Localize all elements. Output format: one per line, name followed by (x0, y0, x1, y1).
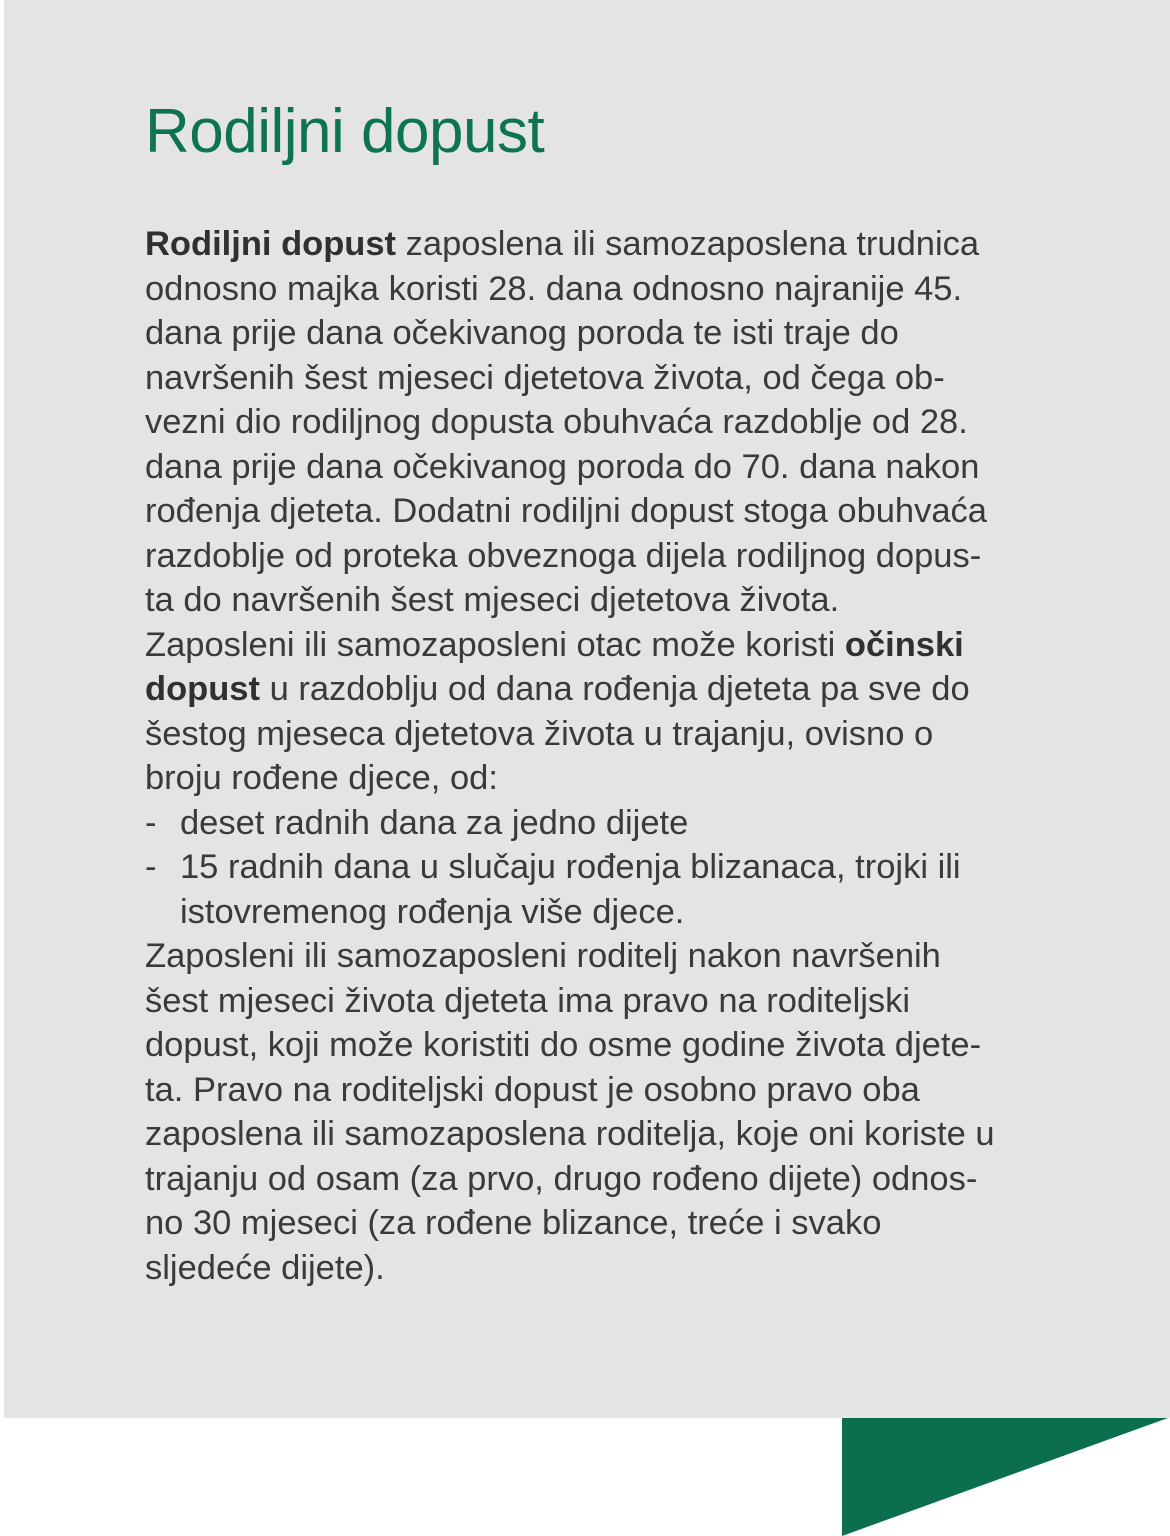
line-text: ta do navršenih šest mjeseci djetetova života. (145, 581, 840, 619)
list-dash: - (145, 848, 157, 886)
line-text: u razdoblju od dana rođenja djeteta pa sve do (259, 670, 970, 708)
line-text: Zaposleni ili samozaposleni roditelj nakon navršenih (145, 937, 941, 975)
line-text: zaposlena ili samozaposlena trudnica (396, 225, 980, 263)
list-dash: - (145, 803, 157, 842)
line-text: no 30 mjeseci (za rođene blizance, treće i svako (145, 1204, 882, 1242)
bold-term: očinski (844, 625, 964, 664)
line-text: broju rođene djece, od: (145, 759, 498, 797)
line-text: istovremenog rođenja više djece. (180, 892, 685, 931)
line-text: šest mjeseci života djeteta ima pravo na roditeljski (145, 981, 911, 1020)
line-text: odnosno majka koristi 28. dana odnosno najranije 45. (145, 269, 963, 308)
bold-term: dopust (145, 670, 260, 708)
line-text: Zaposleni ili samozaposleni otac može koristi (145, 625, 845, 664)
bold-term: Rodiljni dopust (145, 225, 397, 263)
line-text: zaposlena ili samozaposlena roditelja, koje oni koriste u (145, 1115, 995, 1153)
line-text: sljedeće dijete). (145, 1248, 385, 1287)
line-text: trajanju od osam (za prvo, drugo rođeno dijete) odnos- (145, 1159, 978, 1198)
line-text: dana prije dana očekivanog poroda do 70. dana nakon (145, 447, 980, 486)
line-text: šestog mjeseca djetetova života u trajanju, ovisno o (145, 714, 934, 753)
line-text: deset radnih dana za jedno dijete (180, 803, 689, 842)
line-text: dana prije dana očekivanog poroda te isti traje do (145, 314, 899, 352)
line-text: 15 radnih dana u slučaju rođenja blizanaca, trojki ili (180, 848, 961, 886)
line-text: rođenja djeteta. Dodatni rodiljni dopust stoga obuhvaća (145, 492, 987, 530)
page-title: Rodiljni dopust (145, 97, 545, 166)
line-text: dopust, koji može koristiti do osme godine života djete- (145, 1026, 982, 1064)
line-text: razdoblje od proteka obveznoga dijela rodiljnog dopus- (145, 536, 982, 575)
line-text: navršenih šest mjeseci djetetova života, od čega ob- (145, 358, 945, 397)
line-text: vezni dio rodiljnog dopusta obuhvaća razdoblje od 28. (145, 403, 968, 441)
line-text: ta. Pravo na roditeljski dopust je osobno pravo oba (145, 1070, 920, 1109)
